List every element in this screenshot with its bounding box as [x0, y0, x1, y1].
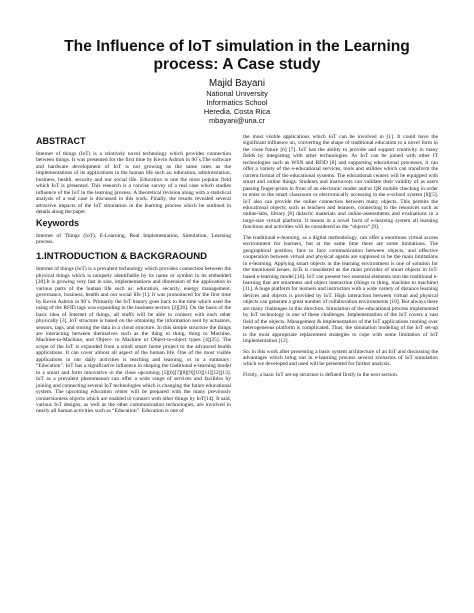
- left-column: [36, 134, 231, 417]
- keywords-text: Internet of Things (IoT), E-Learning, Real Implementation, Simulation, Learning process.: [36, 232, 231, 245]
- keywords-heading: Keywords: [36, 217, 80, 228]
- introduction-text: Internet of things (IoT) is a prevalent technology which provides connection between the physical things which is uniquely identifiable by its name or symbol in its embedded [30].It is growing very fast in size, implementations and dimension of the application in various parts of the human life such as: education, security, energy management, governance, business, health and our social life [1]. It was pronounced for the first time by Kevin Ashton in 90´s. Primarily the IoT history goes back to the time which used the using of the RFID tags was expanding in the business sectors [2][26]. On the basis of the basic idea of Internet of things, all stuffs will be able to connect with each other physically [3]. IoT structure is based on the obtaining the information sent by actuators, sensors, tags, and storing the data in a cloud structure. In this simple structure the things are interacting between themselves such as the thing to thing, thing to Machine, Machine-to-Machine, and Object- to Machine or Object-to-object types [4][25]. The scope of the IoT is expanded from a small smart home project to the advanced health applications. It can cover almost all aspect of the human life. One of the most visible applications in our daily activities is teaching and learning, or in a summary: “Education”. IoT has a significative influence in shaping the traditional e-learning model to a smart and form innovative in the close upcoming [5][6][7][8][9][10][11][12][13]. IoT as a prevalent phenomenon can offer a wide range of services and facilities by joining and connecting several IoT technologies which is changing the future educational system. The upcoming education center will be prepared with the many previously connectionless objects which are enabled to connect with other things by IoT[14]. It said, various IoT designs, as well as the other communication technologies, are involved in nearly all human activities such as “Education”. Education is one of: [36, 266, 231, 415]
- paper-title: The Influence of IoT simulation in the Learning process: A Case study: [64, 38, 410, 73]
- two-column-body: [36, 134, 438, 417]
- author-name: Majid Bayani: [208, 78, 266, 89]
- body-paragraph: the most visible applications which IoT can be involved in [1]. It could have the significant influence on, converting the shape of traditional education to a novel form in the close future [6] [7]. IoT has the ability to provide and support creativity in many fields by integrating with other technologies. As IoT can be joined with other IT technologies such as WSN and RFID [8] and supporting educational processes, it can offer a variety of the e-educational services, tools and utilities which can transform the current format of the educational systems. The educational centers will be equipped with smart and online things. Students and instructors can validate their validity of as users passing finger-prints in front of an electronic reader and/or QR mobile checking in order to enter to the smart classroom or electronically accessing to the e-school system [8][5]. IoT also can provide the online connection between many objects. This permits the educational objects, such as teachers and learners, connecting to the resources such as online-labs, library [8] didactic materials and online-assessments and evaluations in a large-size virtual platform. It means in a novel form of e-learning system all learning functions and activities will be considered as the “objects” [9].: [243, 134, 438, 231]
- introduction-heading: 1.INTRODUCTION & BACKGRAOUND: [36, 251, 208, 263]
- affiliation-line: Informatics School: [206, 98, 268, 107]
- author-block: [36, 78, 438, 125]
- body-paragraph: Firstly, a basic IoT set-up structure is defined firstly in the next section.: [243, 371, 399, 378]
- affiliation-line: National University: [206, 89, 268, 98]
- abstract-text: Internet of things (IoT) is a relatively novel technology which provides connection between things. It was presented for the first time by Kevin Ashton in 90´s.The software and hardware development of IoT is not growing as the same rates as the implementations of its applications in the human life such as: education, administration, business, health, security and our social life. Education is one the most popular field which IoT is presented. This research is a concise survey of a real case which studies influence of the IoT in the learning process. A theoretical revision along with a statistical analysis of a real case is discussed in this work. Finally, the results revealed several attractive impacts of the IoT simulation in the learning process which be outlined in details along the paper.: [36, 151, 231, 216]
- affiliation-line: Heredia, Costa Rica: [203, 107, 271, 116]
- body-paragraph: The traditional e-learning, as a digital methodology, can offer a enormous virtual access environment for learners, but at the same time there are some limitations. The geographical position, face to face communication between objects, and effective cooperation between virtual and physical agents are supposed to be the main limitations in e-learning. Applying smart objects in the learning environment is one of solution for the mentioned issues. IoTs is considered as the main provider of smart objects in IoT-based e-learning model [10]. IoT can present two essential elements into the traditional e-learning that are smartness and object interaction (things to thing, machine to machine) [11]. A huge platform for learners and instructors with a wide variety of distance learning devices and objects is provided by IoT. High interaction between virtual and physical objects can generate a great number of collaboration environments [10]. But always there are many challenges in this direction. Simulation of the educational process implemented by IoT technology is one of these challenges. Implementation of the IoT covers a vast field of the objects. Management & implementation of the IoT applications running over heterogeneous platform is complicated. Thus, the simulation modeling of the IoT set-up is the most appropriate replacement strategies to cope with some limitation of IoT implementation [12].: [243, 234, 438, 345]
- right-column: [243, 134, 438, 417]
- author-email: mbayani@una.cr: [209, 116, 265, 125]
- abstract-heading: ABSTRACT: [36, 136, 86, 146]
- body-paragraph: So, in this work after presenting a basic system architecture of an IoT and discussing the advantages which bring out in e-learning process several scenarios of IoT simulation which we developed and used will be presented for further analysis.: [243, 348, 438, 368]
